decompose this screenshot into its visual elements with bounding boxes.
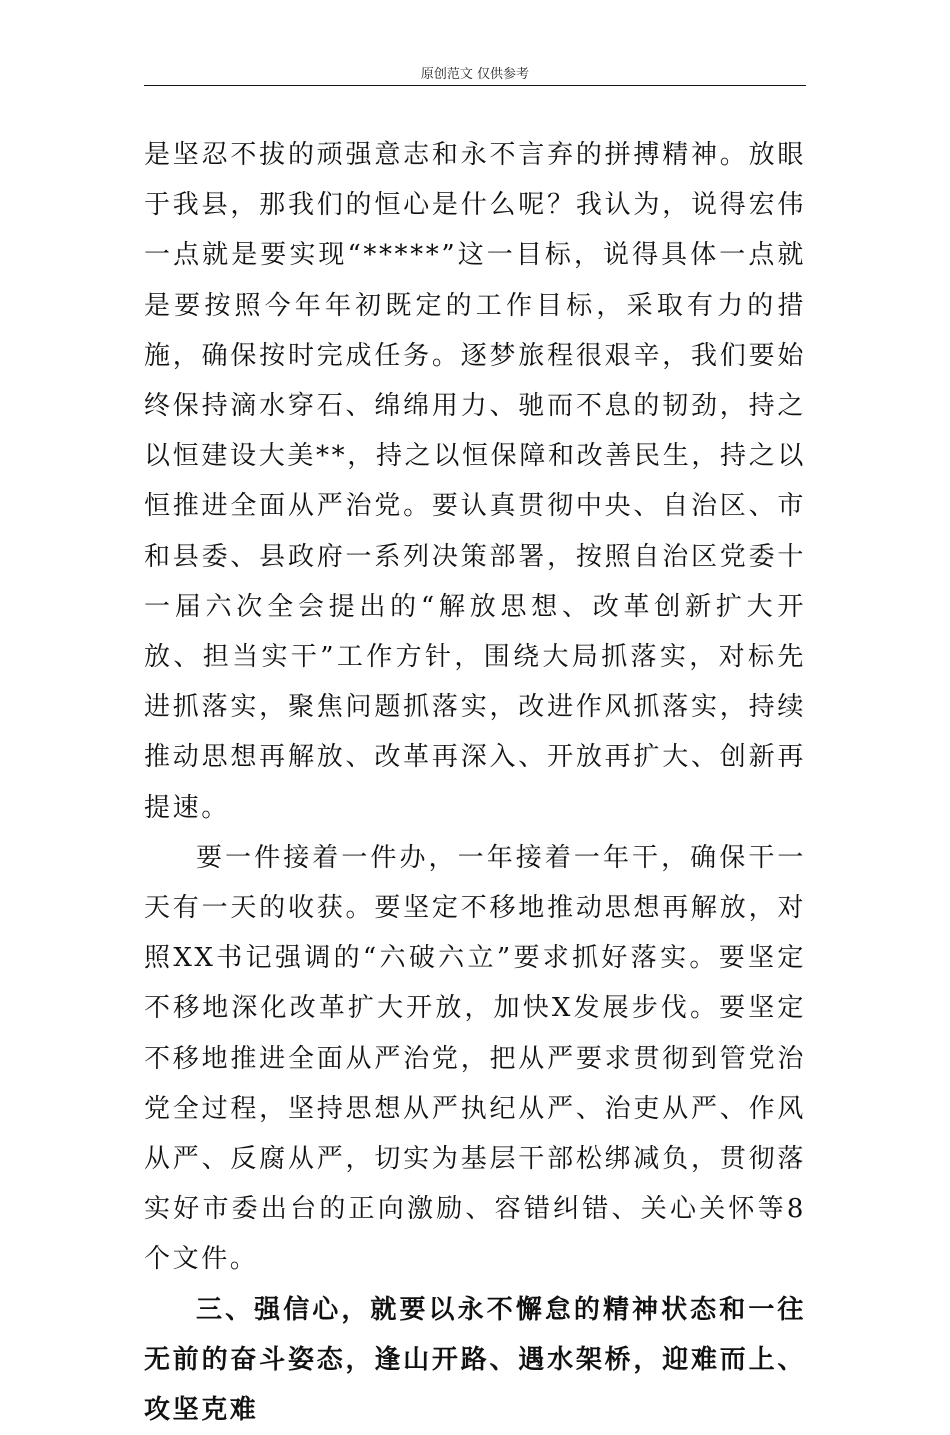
header-divider [144,85,806,86]
body-paragraph-2: 要一件接着一件办，一年接着一年干，确保干一天有一天的收获。要坚定不移地推动思想再解放，对照XX书记强调的“六破六立”要求抓好落实。要坚定不移地深化改革扩大开放，加快X发展步伐。要坚定不移地推进全面从严治党，把从严要求贯彻到管党治党全过程，坚持思想从严执纪从严、治吏从严、作风从严、反腐从严，切实为基层干部松绑减负，贯彻落实好市委出台的正向激励、容错纠错、关心关怀等8个文件。 [144,842,806,1275]
section-heading-paragraph: 三、强信心，就要以永不懈怠的精神状态和一往无前的奋斗姿态，逢山开路、遇水架桥，迎难而上、攻坚克难 [144,1294,806,1426]
page-header: 原创范文 仅供参考 [420,67,530,82]
document-body [144,130,806,1435]
body-paragraph-1: 是坚忍不拔的顽强意志和永不言弃的拼搏精神。放眼于我县，那我们的恒心是什么呢？我认为，说得宏伟一点就是要实现“*****”这一目标，说得具体一点就是要按照今年年初既定的工作目标，采取有力的措施，确保按时完成任务。逐梦旅程很艰辛，我们要始终保持滴水穿石、绵绵用力、驰而不息的韧劲，持之以恒建设大美**，持之以恒保障和改善民生，持之以恒推进全面从严治党。要认真贯彻中央、自治区、市和县委、县政府一系列决策部署，按照自治区党委十一届六次全会提出的“解放思想、改革创新扩大开放、担当实干”工作方针，围绕大局抓落实，对标先进抓落实，聚焦问题抓落实，改进作风抓落实，持续推动思想再解放、改革再深入、开放再扩大、创新再提速。 [144,140,806,823]
